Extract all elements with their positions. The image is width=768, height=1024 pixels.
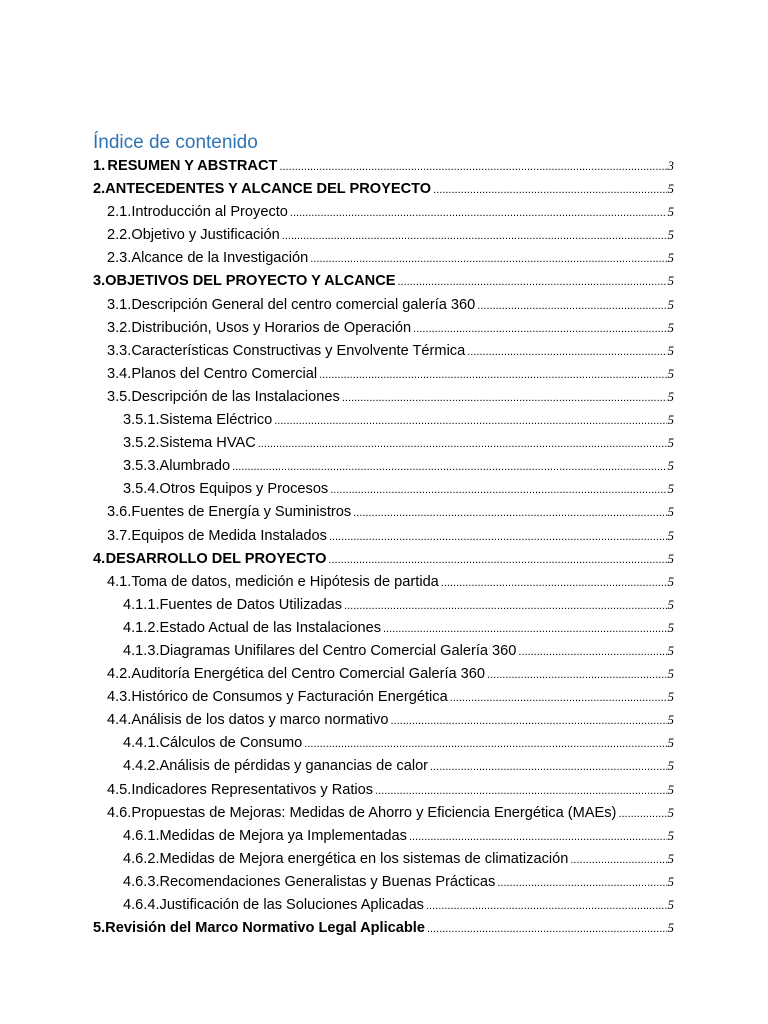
dot-leader xyxy=(518,641,666,664)
toc-entry-title[interactable]: Introducción al Proyecto xyxy=(131,204,288,221)
toc-entry-page: 5 xyxy=(667,458,674,474)
toc-entry-page: 5 xyxy=(667,204,674,220)
toc-entry[interactable] xyxy=(93,454,674,477)
toc-entry-page: 5 xyxy=(667,273,674,289)
toc-entry-title[interactable]: Histórico de Consumos y Facturación Energética xyxy=(131,689,448,706)
toc-entry-page: 5 xyxy=(667,920,674,936)
toc-entry[interactable] xyxy=(93,639,674,662)
toc-entry-number: 4.3. xyxy=(107,689,132,706)
toc-entry-number: 3.5. xyxy=(107,388,132,405)
toc-entry-page: 5 xyxy=(667,712,674,728)
dot-leader xyxy=(353,502,666,525)
toc-entry[interactable] xyxy=(93,593,674,616)
toc-entry-title[interactable]: Cálculos de Consumo xyxy=(159,735,303,752)
toc-entry-page: 5 xyxy=(667,365,674,381)
toc-entry-number: 2.3. xyxy=(107,250,132,267)
dot-leader xyxy=(329,526,667,549)
dot-leader xyxy=(232,456,666,479)
table-of-contents xyxy=(93,154,674,939)
toc-entry[interactable] xyxy=(93,708,674,731)
toc-entry[interactable] xyxy=(93,431,674,454)
toc-entry-number: 3.1. xyxy=(107,296,132,313)
toc-entry-page: 5 xyxy=(667,435,674,451)
toc-entry-page: 5 xyxy=(667,642,674,658)
toc-entry-page: 5 xyxy=(667,850,674,866)
toc-entry-title[interactable]: Estado Actual de las Instalaciones xyxy=(159,619,381,636)
dot-leader xyxy=(290,202,667,225)
toc-entry[interactable] xyxy=(93,662,674,685)
dot-leader xyxy=(383,618,667,641)
dot-leader xyxy=(426,895,667,918)
toc-entry[interactable] xyxy=(93,500,674,523)
dot-leader xyxy=(330,479,666,502)
dot-leader xyxy=(304,733,666,756)
toc-entry-number: 4.1.3. xyxy=(123,642,160,659)
toc-entry-title[interactable]: Fuentes de Datos Utilizadas xyxy=(159,596,343,613)
toc-entry[interactable] xyxy=(93,316,674,339)
toc-entry-title[interactable]: Toma de datos, medición e Hipótesis de partida xyxy=(131,573,439,590)
toc-entry-number: 4.1.1. xyxy=(123,596,160,613)
toc-entry-title[interactable]: ANTECEDENTES Y ALCANCE DEL PROYECTO xyxy=(105,181,432,198)
dot-leader xyxy=(433,179,666,202)
dot-leader xyxy=(342,387,667,410)
toc-entry[interactable] xyxy=(93,524,674,547)
dot-leader xyxy=(390,710,666,733)
toc-entry-number: 3.5.1. xyxy=(123,412,160,429)
toc-entry-number: 4.2. xyxy=(107,666,132,683)
toc-entry-number: 3.4. xyxy=(107,365,132,382)
toc-entry-title[interactable]: Planos del Centro Comercial xyxy=(131,365,318,382)
toc-entry[interactable] xyxy=(93,547,674,570)
dot-leader xyxy=(477,295,666,318)
toc-title: Índice de contenido xyxy=(93,132,258,153)
toc-entry-title[interactable]: Análisis de pérdidas y ganancias de calor xyxy=(159,758,429,775)
dot-leader xyxy=(344,595,666,618)
toc-entry-number: 4.6.4. xyxy=(123,897,160,913)
toc-entry[interactable] xyxy=(93,685,674,708)
dot-leader xyxy=(441,572,667,595)
dot-leader xyxy=(282,225,667,248)
toc-entry-number: 2. xyxy=(93,181,106,198)
toc-entry-page: 5 xyxy=(667,527,674,543)
toc-entry[interactable] xyxy=(93,408,674,431)
toc-entry-title[interactable]: Características Constructivas y Envolvente Térmica xyxy=(131,342,466,359)
toc-entry-page: 5 xyxy=(667,250,674,266)
toc-entry[interactable] xyxy=(93,824,674,847)
dot-leader xyxy=(487,664,666,687)
dot-leader xyxy=(497,872,666,895)
toc-entry[interactable] xyxy=(93,269,674,292)
toc-entry-page: 5 xyxy=(667,735,674,751)
toc-entry-number: 3.7. xyxy=(107,527,132,544)
toc-entry-page: 5 xyxy=(667,781,674,797)
toc-entry[interactable] xyxy=(93,893,674,916)
toc-entry[interactable] xyxy=(93,246,674,269)
toc-entry-title[interactable]: Descripción General del centro comercial galería 360 xyxy=(131,296,476,313)
toc-entry-title[interactable]: RESUMEN Y ABSTRACT xyxy=(107,158,278,174)
toc-entry-page: 5 xyxy=(667,481,674,497)
toc-entry-title[interactable]: Sistema Eléctrico xyxy=(159,412,273,429)
toc-entry-title[interactable]: Justificación de las Soluciones Aplicadas xyxy=(159,897,424,913)
dot-leader xyxy=(450,687,667,710)
toc-entry-page: 5 xyxy=(667,296,674,312)
toc-entry-number: 4.4.2. xyxy=(123,758,160,775)
toc-entry-title[interactable]: Auditoría Energética del Centro Comercial Galería 360 xyxy=(131,666,486,683)
toc-entry[interactable] xyxy=(93,362,674,385)
toc-entry-title[interactable]: Medidas de Mejora energética en los sistemas de climatización xyxy=(159,850,569,867)
toc-entry-number: 3. xyxy=(93,273,106,290)
toc-entry[interactable] xyxy=(93,731,674,754)
toc-entry-page: 5 xyxy=(667,227,674,243)
toc-entry-number: 5. xyxy=(93,920,106,937)
toc-entry-page: 5 xyxy=(667,573,674,589)
toc-entry-page: 5 xyxy=(667,897,674,912)
toc-entry-title[interactable]: Diagramas Unifilares del Centro Comercial Galería 360 xyxy=(159,642,517,659)
toc-entry[interactable] xyxy=(93,754,674,777)
toc-entry-title[interactable]: Indicadores Representativos y Ratios xyxy=(131,781,374,798)
toc-entry-title[interactable]: Distribución, Usos y Horarios de Operación xyxy=(131,319,412,336)
toc-entry-title[interactable]: Alcance de la Investigación xyxy=(131,250,309,267)
toc-entry-title[interactable]: Análisis de los datos y marco normativo xyxy=(131,712,389,729)
toc-entry[interactable] xyxy=(93,570,674,593)
dot-leader xyxy=(319,364,666,387)
toc-entry-number: 1. xyxy=(93,158,106,174)
toc-entry-number: 4.6.1. xyxy=(123,827,160,844)
toc-entry-page: 5 xyxy=(667,596,674,612)
toc-entry-page: 5 xyxy=(667,666,674,682)
toc-entry-title[interactable]: Fuentes de Energía y Suministros xyxy=(131,504,352,521)
toc-entry-number: 4.1.2. xyxy=(123,619,160,636)
toc-entry-page: 5 xyxy=(667,342,674,358)
toc-entry-number: 3.6. xyxy=(107,504,132,521)
toc-entry-title[interactable]: DESARROLLO DEL PROYECTO xyxy=(105,550,327,567)
toc-entry-page: 5 xyxy=(667,388,674,404)
toc-entry-title[interactable]: Recomendaciones Generalistas y Buenas Prácticas xyxy=(159,873,496,890)
toc-entry[interactable] xyxy=(93,177,674,200)
toc-entry-number: 4.5. xyxy=(107,781,132,798)
toc-entry-title[interactable]: Propuestas de Mejoras: Medidas de Ahorro y Eficiencia Energética (MAEs) xyxy=(131,804,617,821)
dot-leader xyxy=(430,756,666,779)
dot-leader xyxy=(398,271,667,294)
toc-entry-number: 3.5.4. xyxy=(123,481,160,498)
toc-entry-page: 5 xyxy=(667,689,674,705)
toc-entry-page: 5 xyxy=(667,619,674,635)
toc-entry-number: 4.4.1. xyxy=(123,735,160,752)
toc-entry-title[interactable]: Alumbrado xyxy=(159,458,231,475)
toc-entry-title[interactable]: OBJETIVOS DEL PROYECTO Y ALCANCE xyxy=(105,273,396,290)
toc-entry-number: 3.3. xyxy=(107,342,132,359)
toc-entry-page: 5 xyxy=(667,550,674,566)
toc-entry[interactable] xyxy=(93,778,674,801)
toc-entry[interactable] xyxy=(93,154,674,177)
toc-entry-title[interactable]: Otros Equipos y Procesos xyxy=(159,481,329,498)
toc-entry-number: 2.2. xyxy=(107,227,132,244)
toc-entry-page: 3 xyxy=(667,158,674,173)
toc-entry[interactable] xyxy=(93,847,674,870)
toc-entry[interactable] xyxy=(93,870,674,893)
toc-entry-title[interactable]: Medidas de Mejora ya Implementadas xyxy=(159,827,407,844)
dot-leader xyxy=(409,826,667,849)
toc-entry[interactable] xyxy=(93,916,674,939)
toc-entry[interactable] xyxy=(93,200,674,223)
toc-entry-number: 4.4. xyxy=(107,712,132,729)
toc-entry-page: 5 xyxy=(667,758,674,774)
dot-leader xyxy=(618,803,666,826)
toc-entry-number: 2.1. xyxy=(107,204,132,221)
dot-leader xyxy=(328,549,666,572)
toc-entry[interactable] xyxy=(93,339,674,362)
toc-entry[interactable] xyxy=(93,223,674,246)
toc-entry-page: 5 xyxy=(667,827,674,843)
toc-entry-title[interactable]: Equipos de Medida Instalados xyxy=(131,527,327,544)
dot-leader xyxy=(258,433,667,456)
toc-entry-number: 4.6. xyxy=(107,804,132,821)
toc-entry-number: 4. xyxy=(93,550,106,567)
dot-leader xyxy=(274,410,666,433)
toc-entry-page: 5 xyxy=(667,412,674,428)
toc-entry-title[interactable]: Revisión del Marco Normativo Legal Aplicable xyxy=(105,920,425,937)
toc-entry[interactable] xyxy=(93,616,674,639)
toc-entry-title[interactable]: Objetivo y Justificación xyxy=(131,227,280,244)
toc-entry-page: 5 xyxy=(667,804,674,820)
toc-entry-title[interactable]: Sistema HVAC xyxy=(159,435,256,452)
dot-leader xyxy=(279,156,666,179)
toc-entry[interactable] xyxy=(93,385,674,408)
toc-entry-page: 5 xyxy=(667,181,674,197)
dot-leader xyxy=(467,341,666,364)
toc-entry[interactable] xyxy=(93,293,674,316)
toc-entry-number: 3.5.3. xyxy=(123,458,160,475)
dot-leader xyxy=(427,918,667,941)
dot-leader xyxy=(375,780,666,803)
toc-entry-page: 5 xyxy=(667,873,674,889)
dot-leader xyxy=(570,849,666,872)
toc-entry-number: 3.5.2. xyxy=(123,435,160,452)
dot-leader xyxy=(413,318,666,341)
toc-entry[interactable] xyxy=(93,801,674,824)
toc-entry-page: 5 xyxy=(667,504,674,520)
toc-entry-title[interactable]: Descripción de las Instalaciones xyxy=(131,388,340,405)
toc-entry-number: 3.2. xyxy=(107,319,132,336)
toc-entry-page: 5 xyxy=(667,319,674,335)
toc-entry-number: 4.1. xyxy=(107,573,132,590)
toc-entry-number: 4.6.3. xyxy=(123,873,160,890)
dot-leader xyxy=(310,248,666,271)
toc-entry-number: 4.6.2. xyxy=(123,850,160,867)
toc-entry[interactable] xyxy=(93,477,674,500)
